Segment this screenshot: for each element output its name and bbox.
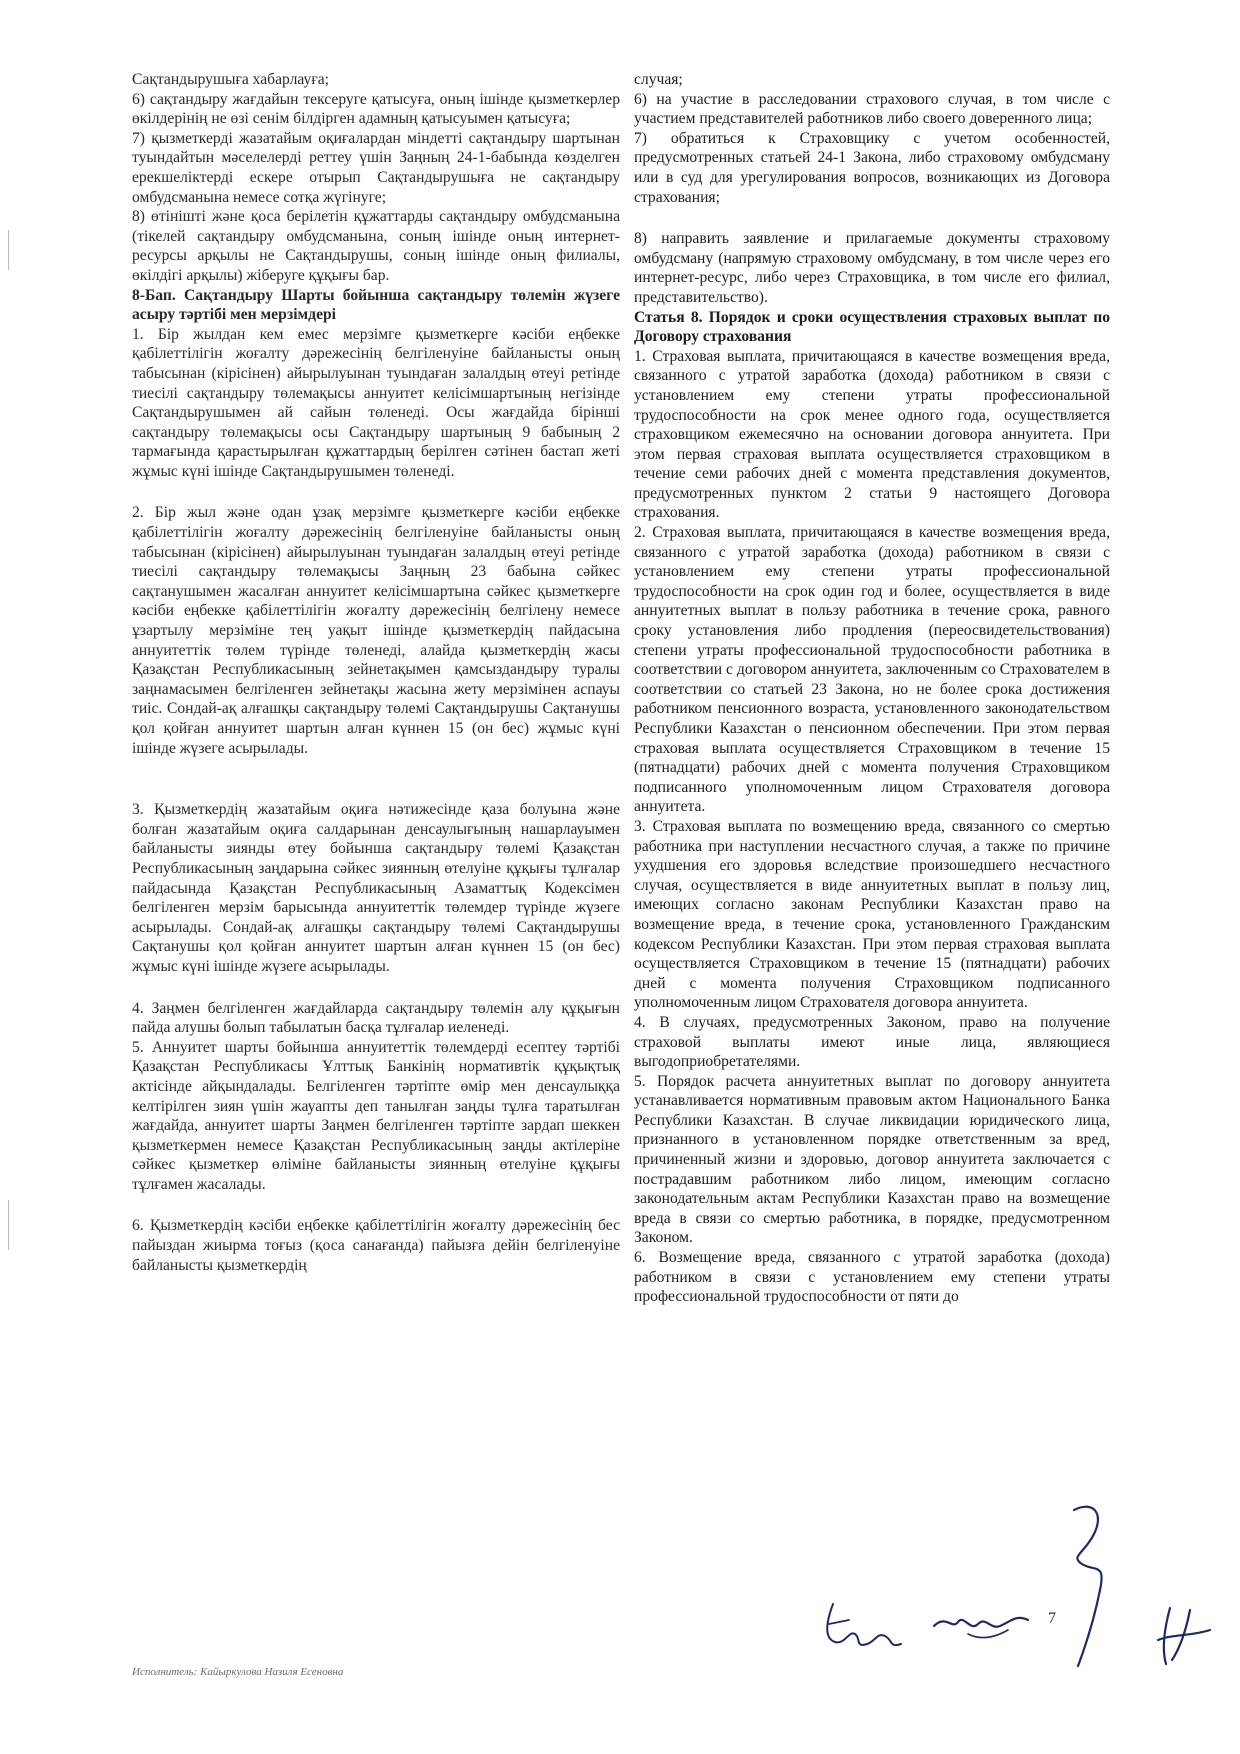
signature-4-image [1150, 1600, 1220, 1670]
paragraph: 7) обратиться к Страховщику с учетом особенностей, предусмотренных статьей 24-1 Закона, либо страховому омбудсману или в суд для урегулирования вопросов, возникающих из Договора страхования; [634, 129, 1110, 206]
paragraph-spacer [634, 207, 1110, 229]
paragraph: 8) өтінішті және қоса берілетін құжаттарды сақтандыру омбудсманына (тікелей сақтандыру омбудсманына, соның ішінде оның интернет-ресурсы арқылы не Сақтандырушы, соның ішінде оның филиалы, өкілдігі арқылы) жіберуге құқығы бар. [132, 208, 620, 284]
paragraph: 5. Аннуитет шарты бойынша аннуитеттік төлемдерді есептеу тәртібі Қазақстан Республикасы Ұлттық Банкінің нормативтік құқықтық актісінде айқындалады. Белгіленген тәртіпте өмір мен денсаулыққа келтірілген зиян үшін жауапты деп танылған заңды тұлға таратылған жағдайда, аннуитет шарты Заңмен белгіленген тәртіпте зардап шеккен қызметкермен немесе Қазақстан Республикасының заңды актілеріне сәйкес қызметкер өліміне байланысты зиянның өтелуіне құқығы тұлғамен жасалады. [132, 1038, 620, 1193]
paragraph: Сақтандырушыға хабарлауға; [132, 71, 329, 88]
paragraph-spacer [132, 481, 620, 503]
paragraph: 1. Бір жылдан кем емес мерзімге қызметкерге кәсіби еңбекке қабілеттілігін жоғалту дәрежесінің белгіленуіне байланысты оның табысынан (кірісінен) айырылуынан туындаған залалдың өтеуі ретінде тиесілі сақтандыру төлемақысы аннуитет келісімшартының негізінде Сақтандырушымен ай сайын төленеді. Осы жағдайда бірінші сақтандыру төлемақысы осы Сақтандыру шартының 9 бабының 2 тармағында қарастырылған құжаттардың берілген сәтінен бастап жеті жұмыс күні ішінде Сақтандырушымен төленеді. [132, 325, 620, 480]
paragraph: 1. Страховая выплата, причитающаяся в качестве возмещения вреда, связанного с утратой заработка (дохода) работником в связи с установлением ему степени утраты профессиональной трудоспособности на срок менее одного года, осуществляется страховщиком ежемесячно на основании договора аннуитета. При этом первая страховая выплата осуществляется страховщиком в течение семи рабочих дней с момента представления документов, предусмотренных пунктом 2 статьи 9 настоящего Договора страхования. [634, 347, 1110, 522]
paragraph: 3. Страховая выплата по возмещению вреда, связанного со смертью работника при наступлении несчастного случая, а также по причине ухудшения его здоровья вследствие произошедшего несчастного случая, осуществляется в виде аннуитетных выплат в пользу лиц, имеющих согласно законам Республики Казахстан право на возмещение вреда, в течение срока, установленного Гражданским кодексом Республики Казахстан. При этом первая страховая выплата осуществляется Страховщиком в течение 15 (пятнадцати) рабочих дней с момента получения Страховщиком подписанного уполномоченным лицом Страхователя договора аннуитета. [634, 817, 1110, 1012]
paragraph-spacer [132, 758, 620, 800]
paragraph: 6) сақтандыру жағдайын тексеруге қатысуға, оның ішінде қызметкерлер өкілдерінің не өзі сенім білдірген адамның қатысуымен қатысуға; [132, 90, 620, 128]
paragraph: 7) қызметкерді жазатайым оқиғалардан міндетті сақтандыру шартынан туындайтын мәселелерді реттеу үшін Заңның 24-1-бабында көзделген ерекшеліктерді ескере отырып Сақтандырушыға не сақтандыру омбудсманына немесе сотқа жүгінуге; [132, 129, 620, 206]
paragraph: 2. Страховая выплата, причитающаяся в качестве возмещения вреда, связанного с утратой заработка (дохода) работником в связи с установлением ему степени утраты профессиональной трудоспособности на срок один год и более, осуществляется в виде аннуитетных выплат в пользу работника в течение срока, равного сроку установления либо продления (переосвидетельствования) степени утраты профессиональной трудоспособности работника в соответствии с договором аннуитета, заключенным со Страхователем в соответствии со статьей 23 Закона, но не более срока достижения работником пенсионного возраста, установленного законодательством Республики Казахстан о пенсионном обеспечении. При этом первая страховая выплата осуществляется Страховщиком в течение 15 (пятнадцати) рабочих дней с момента получения Страховщиком подписанного уполномоченным лицом Страхователя договора аннуитета. [634, 524, 1110, 816]
scan-edge-mark [8, 230, 9, 270]
paragraph-spacer [132, 977, 620, 999]
paragraph-spacer [132, 1194, 620, 1216]
scan-edge-mark [8, 1200, 9, 1250]
right-column-russian [634, 70, 1110, 1307]
paragraph: случая; [634, 71, 683, 88]
paragraph: 4. В случаях, предусмотренных Законом, право на получение страховой выплаты имеют иные лица, являющиеся выгодоприобретателями. [634, 1013, 1110, 1071]
paragraph: 6) на участие в расследовании страхового случая, в том числе с участием представителей работников либо своего доверенного лица; [634, 90, 1110, 128]
paragraph: 6. Қызметкердің кәсіби еңбекке қабілеттілігін жоғалту дәрежесінің бес пайыздан жиырма тоғыз (қоса санағанда) пайызға дейін белгіленуіне байланысты қызметкердің [132, 1217, 620, 1274]
paragraph: 8) направить заявление и прилагаемые документы страховому омбудсману (напрямую страховому омбудсману, в том числе через его интернет-ресурс, либо через Страховщика, в том числе его филиал, представительство). [634, 230, 1110, 306]
page-number: 7 [1048, 1610, 1056, 1627]
paragraph: 5. Порядок расчета аннуитетных выплат по договору аннуитета устанавливается нормативным правовым актом Национального Банка Республики Казахстан. В случае ликвидации юридического лица, признанного в установленном порядке ответственным за вред, причиненный жизни и здоровью, договор аннуитета заключается с пострадавшим работником либо лицом, имеющим согласно законодательным актам Республики Казахстан право на возмещение вреда в связи со смертью работника, в порядке, предусмотренном Законом. [634, 1072, 1110, 1247]
executor-footer: Исполнитель: Кайыркулова Назиля Есеновна [132, 1666, 344, 1678]
paragraph: 6. Возмещение вреда, связанного с утратой заработка (дохода) работником в связи с установлением ему степени утраты профессиональной трудоспособности от пяти до [634, 1249, 1110, 1306]
article-heading: Статья 8. Порядок и сроки осуществления страховых выплат по Договору страхования [634, 308, 1110, 346]
signature-3-image [1060, 1500, 1120, 1670]
article-heading: 8-Бап. Сақтандыру Шарты бойынша сақтандыру төлемін жүзеге асыру тәртібі мен мерзімдері [132, 286, 620, 324]
signature-1-image [815, 1590, 915, 1660]
left-column-kazakh [132, 70, 620, 1275]
paragraph: 2. Бір жыл және одан ұзақ мерзімге қызметкерге кәсіби еңбекке қабілеттілігін жоғалту дәрежесінің белгіленуіне байланысты оның табысынан (кірісінен) айырылуынан туындаған залалдың өтеуі ретінде тиесілі сақтандыру төлемақысы Заңның 23 бабына сәйкес сақтанушымен жасалған аннуитет келісімшартына сәйкес қызметкерге кәсіби еңбекке қабілеттілігін жоғалту дәрежесінің белгілену немесе ұзартылу мерзіміне тең уақыт ішінде қызметкердің пайдасына аннуитеттік төлем түрінде төленеді, алайда қызметкердің жасы Қазақстан Республикасының зейнетақымен қамсыздандыру туралы заңнамасымен белгіленген зейнетақы жасына жету мерзімінен аспауы тиіс. Сондай-ақ алғашқы сақтандыру төлемі Сақтандырушы Сақтанушы қол қойған аннуитет шартын алған күннен 15 (он бес) жұмыс күні ішінде жүзеге асырылады. [132, 504, 620, 757]
signature-2-image [928, 1600, 1038, 1650]
paragraph: 4. Заңмен белгіленген жағдайларда сақтандыру төлемін алу құқығын пайда алушы болып табылатын басқа тұлғалар иеленеді. [132, 999, 620, 1037]
paragraph: 3. Қызметкердің жазатайым оқиға нәтижесінде қаза болуына және болған жазатайым оқиға салдарынан денсаулығының нашарлауымен байланысты зиянды өтеу бойынша сақтандыру төлемі Қазақстан Республикасының заңдарына сәйкес зиянның өтелуіне құқығы тұлғалар пайдасында Қазақстан Республикасының Азаматтық Кодексімен белгіленген мерзім барысында аннуитеттік төлемдер түрінде жүзеге асырылады. Сондай-ақ алғашқы сақтандыру төлемі Сақтандырушы Сақтанушы қол қойған аннуитет шартын алған күннен 15 (он бес) жұмыс күні ішінде жүзеге асырылады. [132, 801, 620, 975]
